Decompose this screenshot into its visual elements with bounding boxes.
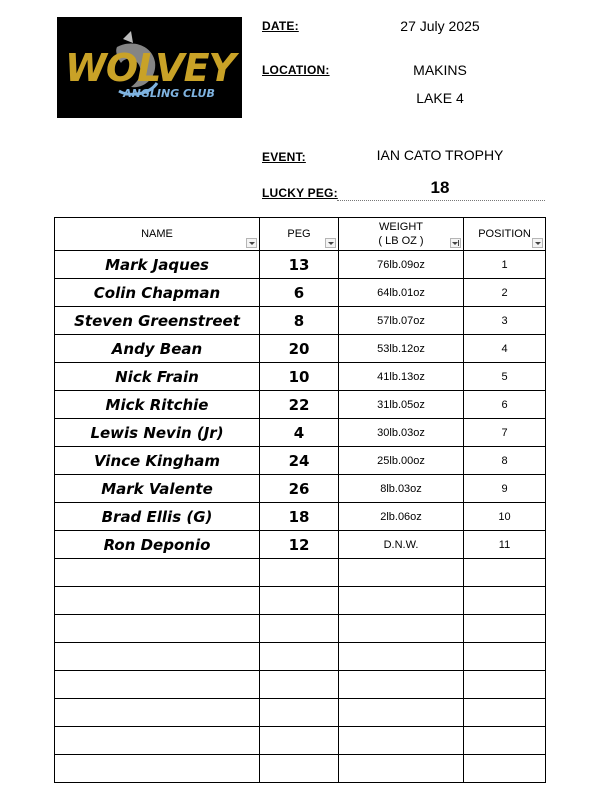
row-position: 1: [464, 251, 546, 279]
row-position: 2: [464, 279, 546, 307]
row-position: 3: [464, 307, 546, 335]
empty-cell: [260, 699, 339, 727]
row-peg: 18: [260, 503, 339, 531]
row-position: 4: [464, 335, 546, 363]
row-name: Ron Deponio: [55, 531, 260, 559]
table-row: [55, 503, 546, 531]
table-row: [55, 335, 546, 363]
results-table: [54, 217, 546, 783]
empty-cell: [339, 727, 464, 755]
column-header-position: [464, 218, 546, 251]
row-position: 8: [464, 447, 546, 475]
row-weight: D.N.W.: [339, 531, 464, 559]
wolf-head-icon: [57, 17, 242, 118]
empty-cell: [260, 615, 339, 643]
row-name: Andy Bean: [55, 335, 260, 363]
row-peg: 8: [260, 307, 339, 335]
row-name: Lewis Nevin (Jr): [55, 419, 260, 447]
row-weight: 8lb.03oz: [339, 475, 464, 503]
empty-cell: [339, 587, 464, 615]
column-header-peg: [260, 218, 339, 251]
empty-cell: [464, 727, 546, 755]
table-row: [55, 475, 546, 503]
row-weight: 76lb.09oz: [339, 251, 464, 279]
empty-cell: [464, 755, 546, 783]
row-name: Brad Ellis (G): [55, 503, 260, 531]
row-peg: 6: [260, 279, 339, 307]
column-name-label: NAME: [141, 228, 173, 240]
empty-cell: [339, 615, 464, 643]
empty-cell: [464, 643, 546, 671]
empty-cell: [55, 615, 260, 643]
empty-cell: [464, 559, 546, 587]
empty-cell: [464, 587, 546, 615]
row-weight: 2lb.06oz: [339, 503, 464, 531]
row-peg: 4: [260, 419, 339, 447]
empty-cell: [260, 559, 339, 587]
location-value-2: LAKE 4: [416, 90, 464, 106]
column-peg-label: PEG: [287, 228, 311, 240]
lucky-peg-underline: [337, 200, 545, 201]
row-name: Mark Valente: [55, 475, 260, 503]
row-name: Vince Kingham: [55, 447, 260, 475]
peg-filter-dropdown-icon[interactable]: [325, 238, 336, 248]
table-row: [55, 447, 546, 475]
empty-cell: [339, 671, 464, 699]
event-label: EVENT:: [262, 150, 306, 164]
date-label: DATE:: [262, 19, 299, 33]
row-peg: 12: [260, 531, 339, 559]
column-weight-unit: ( LB OZ ): [378, 235, 424, 247]
empty-cell: [464, 615, 546, 643]
empty-table-row: [55, 559, 546, 587]
empty-cell: [260, 727, 339, 755]
club-logo: [57, 17, 242, 118]
empty-cell: [55, 755, 260, 783]
row-position: 7: [464, 419, 546, 447]
table-row: [55, 363, 546, 391]
event-value: IAN CATO TROPHY: [376, 147, 504, 163]
empty-table-row: [55, 615, 546, 643]
row-weight: 64lb.01oz: [339, 279, 464, 307]
empty-table-row: [55, 755, 546, 783]
table-row: [55, 391, 546, 419]
row-position: 5: [464, 363, 546, 391]
row-peg: 26: [260, 475, 339, 503]
logo-sub-text: ANGLING CLUB: [123, 87, 215, 100]
row-weight: 53lb.12oz: [339, 335, 464, 363]
table-row: [55, 307, 546, 335]
lucky-peg-value: 18: [430, 178, 450, 197]
table-row: [55, 419, 546, 447]
row-peg: 22: [260, 391, 339, 419]
empty-table-row: [55, 587, 546, 615]
table-row: [55, 279, 546, 307]
table-row: [55, 531, 546, 559]
empty-cell: [339, 755, 464, 783]
empty-table-row: [55, 671, 546, 699]
table-header-row: [55, 218, 546, 251]
empty-cell: [55, 671, 260, 699]
empty-cell: [55, 699, 260, 727]
empty-cell: [55, 559, 260, 587]
position-filter-dropdown-icon[interactable]: [532, 238, 543, 248]
empty-cell: [464, 671, 546, 699]
row-name: Steven Greenstreet: [55, 307, 260, 335]
row-weight: 57lb.07oz: [339, 307, 464, 335]
empty-cell: [55, 643, 260, 671]
row-weight: 30lb.03oz: [339, 419, 464, 447]
location-label: LOCATION:: [262, 63, 330, 77]
date-value: 27 July 2025: [400, 18, 480, 34]
row-position: 10: [464, 503, 546, 531]
row-name: Colin Chapman: [55, 279, 260, 307]
empty-table-row: [55, 699, 546, 727]
row-peg: 13: [260, 251, 339, 279]
empty-cell: [260, 587, 339, 615]
empty-cell: [339, 559, 464, 587]
empty-table-row: [55, 643, 546, 671]
empty-cell: [464, 699, 546, 727]
row-weight: 31lb.05oz: [339, 391, 464, 419]
results-body: [55, 251, 546, 783]
empty-table-row: [55, 727, 546, 755]
column-weight-label: WEIGHT: [379, 221, 423, 233]
row-position: 6: [464, 391, 546, 419]
row-name: Mick Ritchie: [55, 391, 260, 419]
row-weight: 25lb.00oz: [339, 447, 464, 475]
location-value-1: MAKINS: [413, 62, 467, 78]
table-row: [55, 251, 546, 279]
row-name: Nick Frain: [55, 363, 260, 391]
empty-cell: [339, 643, 464, 671]
name-filter-dropdown-icon[interactable]: [246, 238, 257, 248]
row-position: 9: [464, 475, 546, 503]
row-position: 11: [464, 531, 546, 559]
weight-sort-filter-icon[interactable]: [450, 238, 461, 248]
column-position-label: POSITION: [478, 228, 531, 240]
empty-cell: [260, 755, 339, 783]
empty-cell: [55, 727, 260, 755]
lucky-peg-label: LUCKY PEG:: [262, 186, 338, 200]
row-weight: 41lb.13oz: [339, 363, 464, 391]
row-peg: 24: [260, 447, 339, 475]
column-header-weight: [339, 218, 464, 251]
empty-cell: [260, 643, 339, 671]
empty-cell: [260, 671, 339, 699]
empty-cell: [55, 587, 260, 615]
row-peg: 20: [260, 335, 339, 363]
empty-cell: [339, 699, 464, 727]
row-name: Mark Jaques: [55, 251, 260, 279]
row-peg: 10: [260, 363, 339, 391]
column-header-name: [55, 218, 260, 251]
logo-main-text: WOLVEY: [64, 46, 236, 90]
